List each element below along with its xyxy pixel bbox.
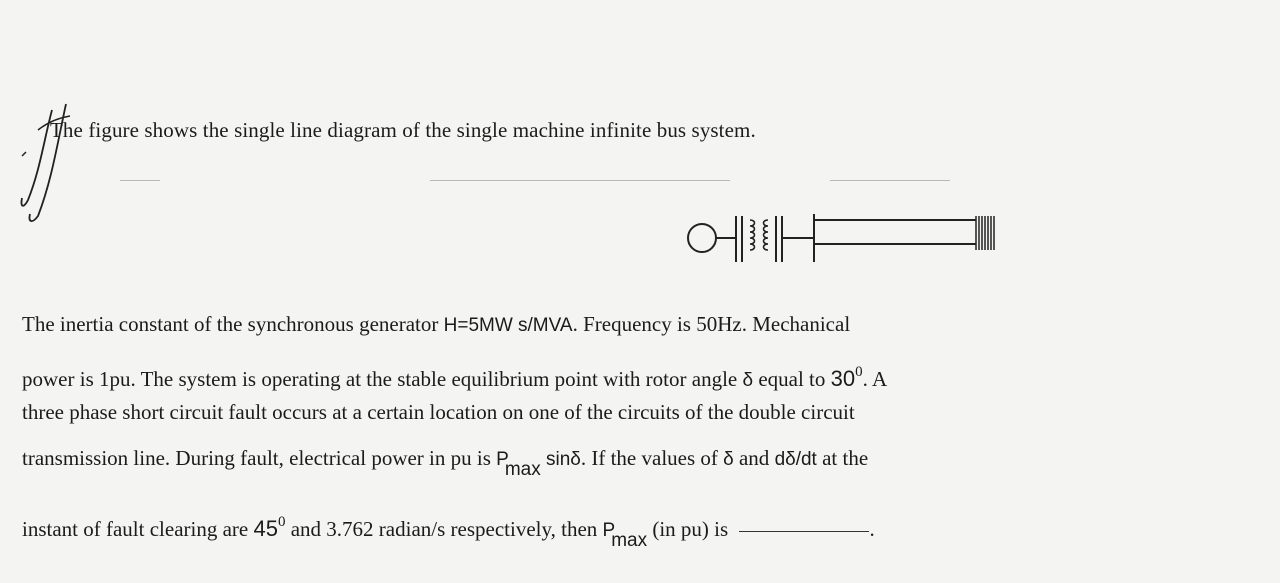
degree-mark: 0 [277,514,286,530]
problem-line-2 [22,366,1274,392]
text: (in pu) is [652,517,729,541]
text: . Frequency is 50Hz. Mechanical [572,312,851,336]
problem-line-3 [22,400,1274,425]
single-line-diagram [680,198,1010,288]
handwritten-scribble [18,90,98,230]
delta-symbol: δ [742,370,754,391]
text: . [869,517,875,541]
faint-line [120,180,160,181]
intro-text: figure shows the single line diagram of the single machine infinite bus system. [88,118,756,142]
delta-symbol: δ [723,449,734,470]
text: power is 1pu. The system is operating at the stable equilibrium point with rotor angle [22,367,738,391]
degree-mark: 0 [855,364,863,380]
faint-line [830,180,950,181]
transformer-coil [764,220,769,250]
transformer-coil [750,220,755,250]
text: at the [822,446,869,470]
inertia-unit: s/MVA [518,315,573,336]
intro-sentence [50,118,756,143]
text: and 3.762 radian/s respectively, then [290,517,598,541]
answer-blank[interactable] [739,531,869,532]
intro-first-word: The [50,118,83,142]
inertia-constant-value: H=5MW [443,315,513,336]
p-symbol: P [496,449,509,470]
max-subscript: max [504,459,541,480]
rotor-angle-value: 30 [830,366,856,391]
p-symbol: P [602,520,616,541]
text: equal to [758,367,826,391]
d-delta-dt: dδ/dt [774,449,817,470]
text: three phase short circuit fault occurs at a certain location on one of the circuits of the double circuit [22,400,855,424]
text: . A [862,367,888,391]
text: . If the values of [580,446,718,470]
sin-delta: sinδ [545,449,581,470]
text: transmission line. During fault, electrical power in pu is [22,446,491,470]
problem-line-1 [22,312,1274,337]
problem-line-4 [22,446,1274,480]
generator-symbol [688,224,716,252]
problem-line-5 [22,514,1274,551]
max-subscript: max [611,530,648,551]
faint-line [430,180,730,181]
text: and [738,446,770,470]
text: The inertia constant of the synchronous generator [22,312,439,336]
infinite-bus-symbol [976,216,994,250]
clearing-angle-value: 45 [253,516,278,541]
text: instant of fault clearing are [22,517,249,541]
